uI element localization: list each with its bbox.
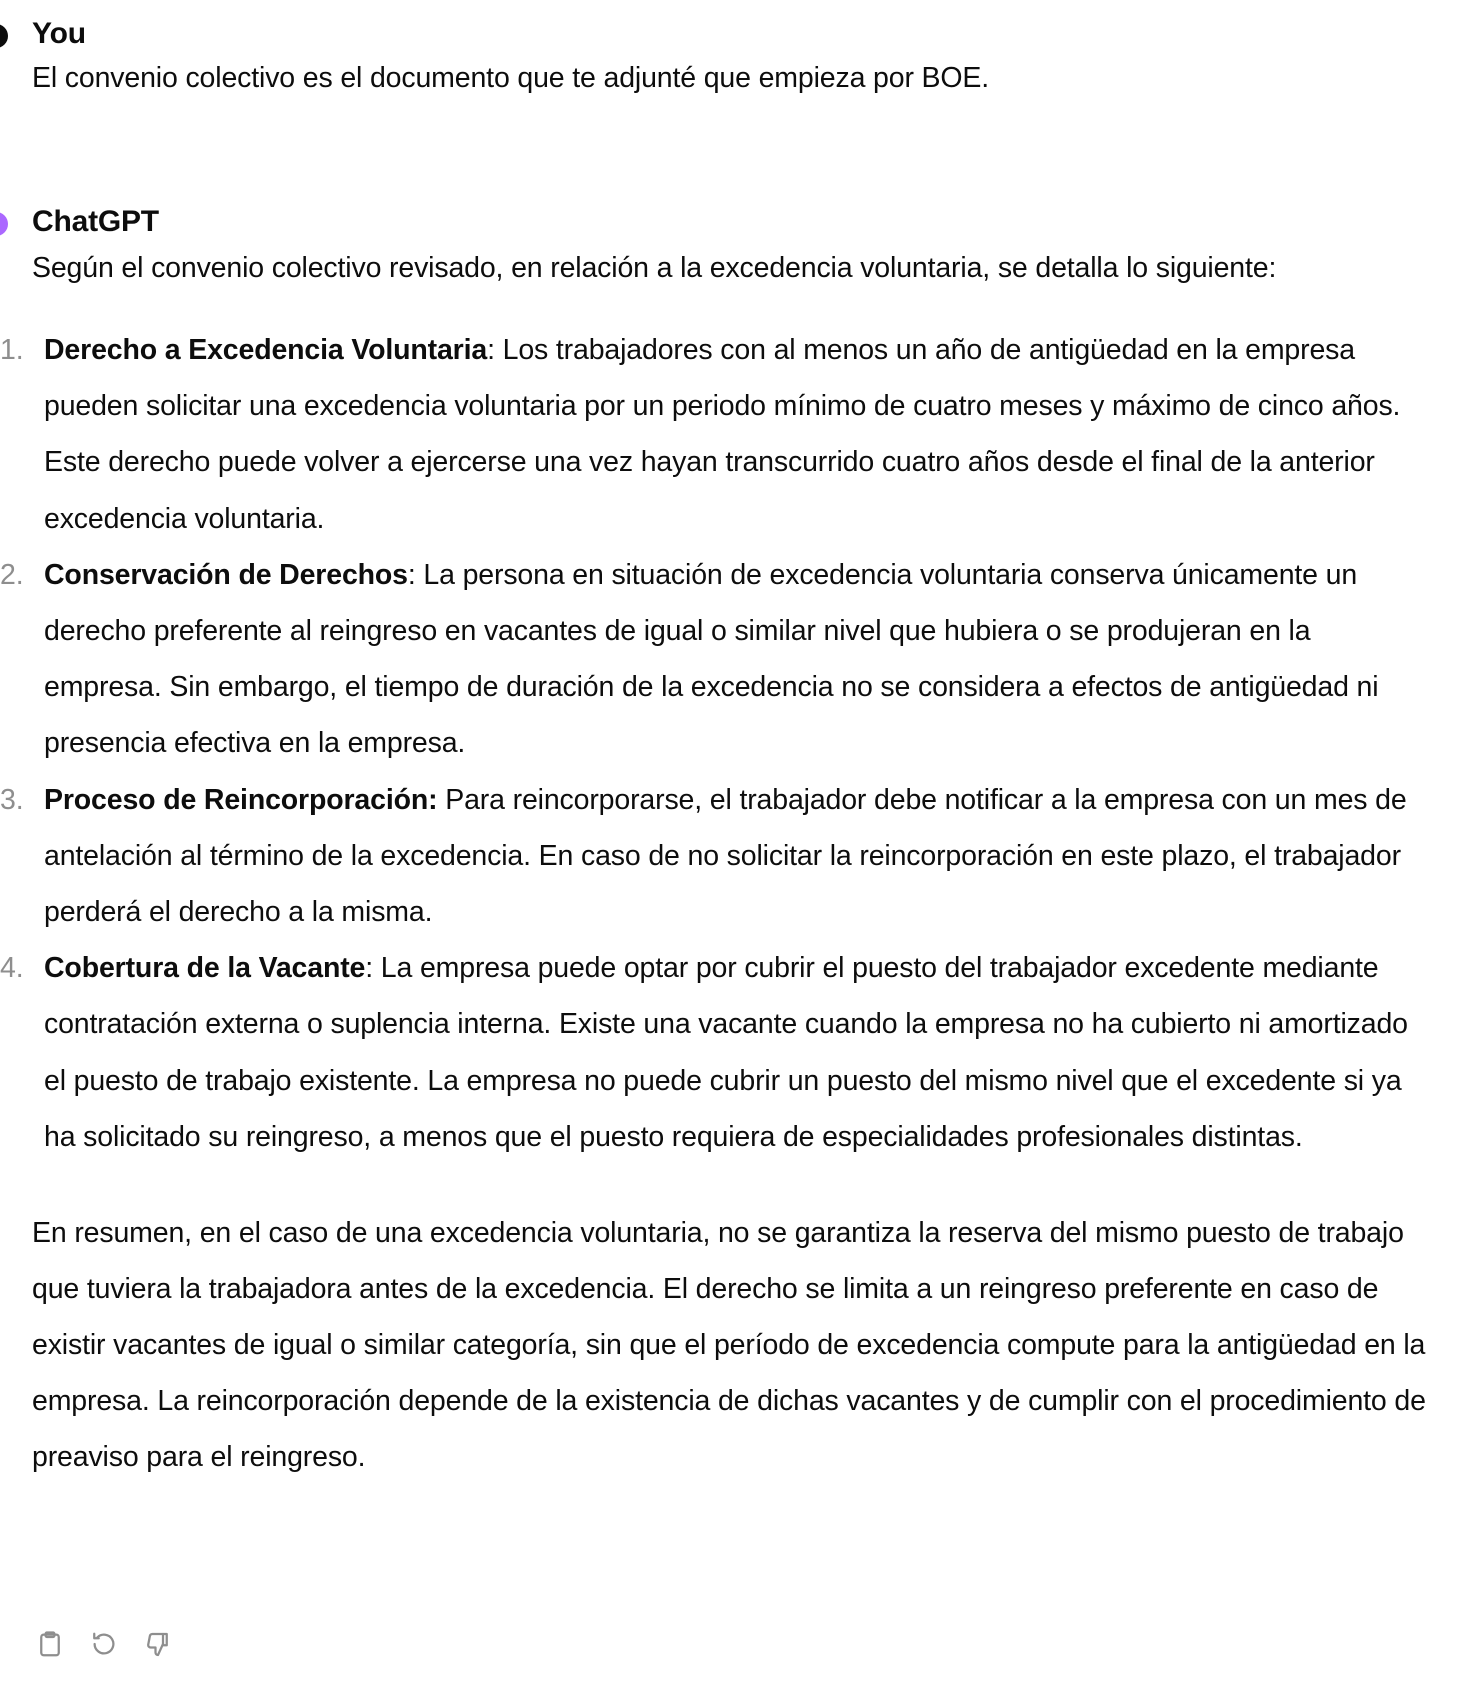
user-message [32, 16, 1427, 104]
list-item-title: Conservación de Derechos [44, 558, 408, 591]
message-actions [34, 1628, 174, 1660]
list-item [0, 940, 1427, 1165]
list-item-title: Proceso de Reincorporación: [44, 783, 438, 816]
list-item [0, 547, 1427, 772]
list-item-text: Para reincorporarse, el trabajador debe notificar a la empresa con un mes de antelación al término de la excedencia. En caso de no solicitar la reincorporación en este plazo, el trabajador perderá el derecho a la misma. [44, 783, 1407, 929]
assistant-message [0, 204, 1427, 1485]
list-item [0, 322, 1427, 547]
list-item-text: : La persona en situación de excedencia voluntaria conserva únicamente un derecho preferente al reingreso en vacantes de igual o similar nivel que hubiera o se produjeran en la empresa. Sin embargo, el tiempo de duración de la excedencia no se considera a efectos de antigüedad ni presencia efectiva en la empresa. [44, 558, 1379, 760]
assistant-summary-text: En resumen, en el caso de una excedencia voluntaria, no se garantiza la reserva del mismo puesto de trabajo que tuviera la trabajadora antes de la excedencia. El derecho se limita a un reingreso preferente en caso de existir vacantes de igual o similar categoría, sin que el período de excedencia compute para la antigüedad en la empresa. La reincorporación depende de la existencia de dichas vacantes y de cumplir con el procedimiento de preaviso para el reingreso. [32, 1217, 1426, 1474]
list-item-title: Cobertura de la Vacante [44, 952, 366, 985]
list-item-number: 3. [0, 783, 24, 816]
list-item-number: 1. [0, 334, 24, 366]
assistant-avatar [0, 212, 8, 236]
list-item-number: 4. [0, 952, 24, 985]
assistant-intro-text: Según el convenio colectivo revisado, en relación a la excedencia voluntaria, se detalla lo siguiente: [32, 252, 1277, 284]
user-author-name: You [32, 17, 86, 50]
thumbs-down-icon [143, 1629, 173, 1659]
regenerate-button[interactable] [88, 1628, 120, 1660]
list-item-title: Derecho a Excedencia Voluntaria [44, 334, 488, 366]
user-avatar [0, 24, 8, 48]
list-item [0, 772, 1427, 941]
assistant-author-name: ChatGPT [32, 205, 159, 238]
regenerate-icon [89, 1629, 119, 1659]
numbered-list [0, 322, 1427, 1165]
copy-button[interactable] [34, 1628, 66, 1660]
list-item-text: : La empresa puede optar por cubrir el puesto del trabajador excedente mediante contratación externa o suplencia interna. Existe una vacante cuando la empresa no ha cubierto ni amortizado el puesto de trabajo existente. La empresa no puede cubrir un puesto del mismo nivel que el excedente si ya ha solicitado su reingreso, a menos que el puesto requiera de especialidades profesionales distintas. [44, 952, 1408, 1153]
list-item-text: : Los trabajadores con al menos un año de antigüedad en la empresa pueden solicitar una excedencia voluntaria por un periodo mínimo de cuatro meses y máximo de cinco años. Este derecho puede volver a ejercerse una vez hayan transcurrido cuatro años desde el final de la anterior excedencia voluntaria. [44, 334, 1401, 535]
list-item-number: 2. [0, 558, 24, 591]
user-message-text: El convenio colectivo es el documento que te adjunté que empieza por BOE. [32, 62, 990, 94]
thumbs-down-button[interactable] [142, 1628, 174, 1660]
clipboard-icon [35, 1629, 65, 1659]
